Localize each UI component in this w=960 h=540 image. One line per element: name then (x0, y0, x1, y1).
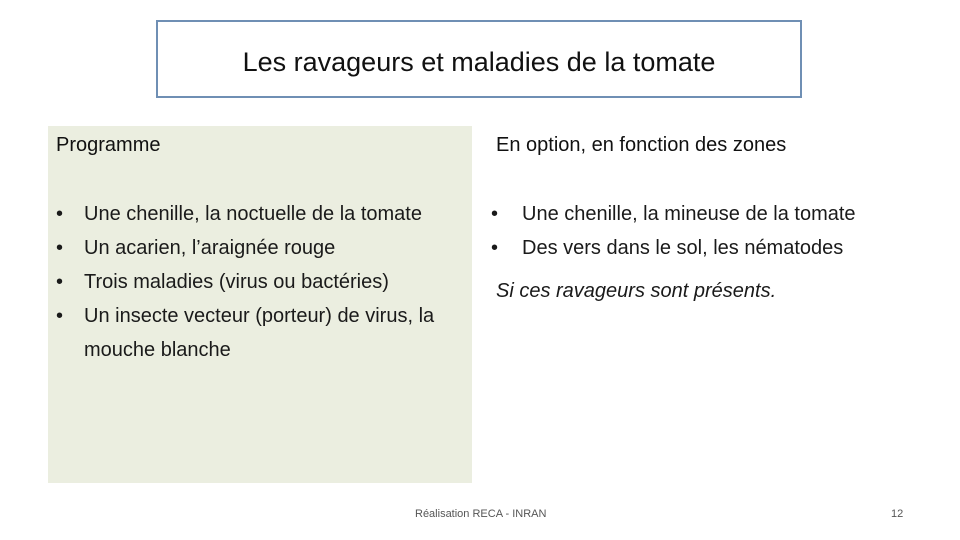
option-item (491, 231, 931, 265)
bullet-icon: • (491, 203, 499, 225)
program-item-text: Un insecte vecteur (porteur) de virus, la mouche blanche (84, 305, 435, 361)
bullet-icon: • (491, 237, 499, 259)
option-item (491, 197, 931, 231)
bullet-icon: • (56, 237, 64, 259)
bullet-icon: • (56, 203, 64, 225)
page-number: 12 (891, 508, 904, 520)
option-note: Si ces ravageurs sont présents. (496, 280, 777, 302)
program-item-text: Une chenille, la noctuelle de la tomate (84, 203, 422, 225)
option-item-text: Des vers dans le sol, les nématodes (522, 237, 844, 259)
program-heading: Programme (56, 134, 161, 156)
option-item-text: Une chenille, la mineuse de la tomate (522, 203, 856, 225)
bullet-icon: • (56, 305, 64, 327)
option-list (491, 197, 931, 265)
program-item (56, 265, 466, 299)
program-item (56, 231, 466, 265)
program-item (56, 197, 466, 231)
program-item (56, 299, 466, 367)
program-item-text: Un acarien, l’araignée rouge (84, 237, 336, 259)
title-box (156, 20, 802, 98)
footer-credit: Réalisation RECA - INRAN (415, 508, 547, 520)
option-heading: En option, en fonction des zones (496, 134, 787, 156)
slide-title: Les ravageurs et maladies de la tomate (242, 46, 716, 77)
program-list (56, 197, 466, 367)
bullet-icon: • (56, 271, 64, 293)
program-item-text: Trois maladies (virus ou bactéries) (84, 271, 389, 293)
